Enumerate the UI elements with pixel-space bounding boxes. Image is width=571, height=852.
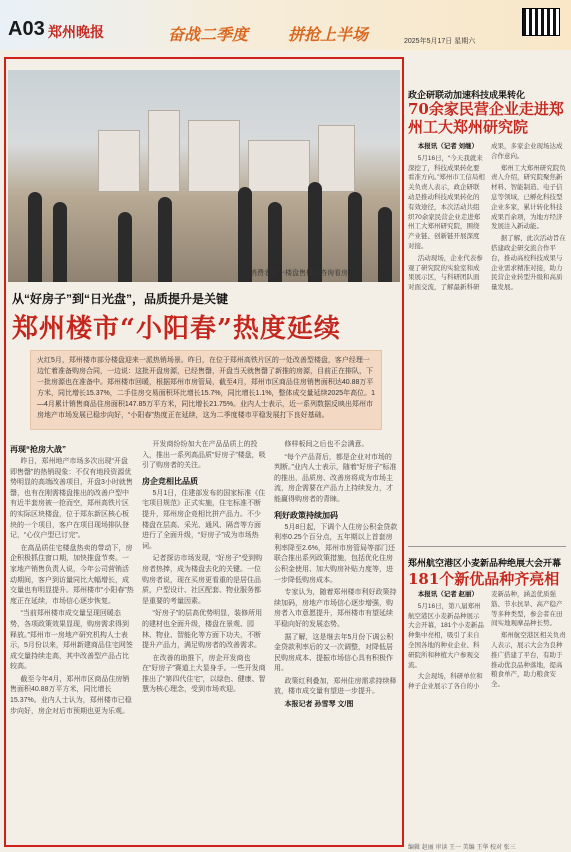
paragraph: 专家认为，随着郑州楼市利好政策持续加码，房地产市场信心逐步增强，购房者入市意愿提升，郑州楼市有望延续平稳向好的发展态势。 (274, 589, 397, 628)
paragraph: 5月1日，住建部发布的国家标准《住宅项目规范》正式实施，住宅标准不断提升，郑州房企竞相比拼产品力。不少楼盘在层高、采光、通风、隔音等方面进行了全面升级，“好房子”成为市场热词。 (142, 489, 266, 550)
side-title: 70余家民营企业走进郑州工大郑州研究院 (408, 100, 564, 136)
paragraph: 昨日，郑州地产市场多次出现“开盘即售罄”的热销现象：不仅有地段资源优势明显的高端改善项目，开盘3小时就售罄，也有在刚需楼盘推出的改善户型中有近半套房被一抢而空，郑州高铁片区的实际区块楼盘，位于郑东新区核心板块的一个项目，客户在项目现场排队登记，“心仪户型已订完”。 (10, 458, 133, 540)
side2-byline: 本报讯（记者 赵丽） (417, 591, 479, 598)
article-lead: 火红5月，郑州楼市部分楼盘迎来一派热销场景。昨日，在位于郑州高铁片区的一处改善型楼盘，客户经理一边忙着准备购房合同，一边说：这批开盘房源，已经售罄，开盘当天就售罄了新推的房源，目前正在排队，下一批房源也在准备中。郑州楼市回暖，根据郑州市房管局，截至4月，郑州市区商品住房销售面积达40.88万平方米，同比增长15.37%，二手住房交易面积环比增长15.7%，同比增长1.1%，整体成交量延续2025年高位。1—4月累计销售商品住房面积147.85万平方米，同比增长21.75%。业内人士表示，近一系列数据反映出郑州市房地产市场发展已稳步向好，“小阳春”热度正在延续，这为二季度楼市平稳发展打下良好基础。 (30, 350, 382, 430)
paragraph: 5月16日，“今天我就来深挖了，科技成果转化要看准方向。”郑州市工信局相关负责人表示，政企研联动是推动科技成果转化的有效途径，本次活动共组织70余家民营企业走进郑州工大郑州研究院，围绕产业链、创新链开展深度对接。 (408, 154, 485, 250)
paragraph: 大会现场，科研单位和种子企业展示了各自的小麦新品种，涵盖优质强筋、节水抗旱、高产稳产等多种类型，参会者在田间实地观摩品种长势。 (408, 591, 563, 691)
article-column-1 (10, 440, 134, 719)
paragraph: 郑州工大郑州研究院负责人介绍，研究院聚焦新材料、智能制造、电子信息等领域，已孵化科技型企业多家，累计转化科技成果百余项，为地方经济发展注入新动能。 (491, 164, 566, 231)
paragraph: 郑州航空港区相关负责人表示，展示大会为良种推广搭建了平台，有助于推动优良品种落地，提高粮食单产，助力粮食安全。 (491, 632, 566, 689)
paragraph: 政策红利叠加，郑州住房需求持续释放，楼市成交量有望进一步提升。 (274, 677, 397, 696)
side-byline: 本报讯（记者 刘继） (417, 143, 479, 150)
side2-body (408, 590, 568, 840)
paragraph: 据了解，此次活动旨在搭建政企研交流合作平台，推动高校科技成果与企业需求精准对接，助力民营企业转型升级和高质量发展。 (491, 235, 566, 292)
article-column-3 (274, 440, 398, 835)
divider (408, 546, 566, 547)
paragraph: 在高品质住宅楼盘热卖的带动下，房企积极抓住窗口期，加快推盘节奏。一家地产销售负责人说，今年公司营销活动期间，客户到访量同比大幅增长，成交量也有明显提升。郑州楼市“小阳春”热度正在延续，市场信心逐步恢复。 (10, 544, 134, 605)
page-header (0, 0, 571, 50)
section-heading: 再现“抢房大战” (10, 445, 66, 454)
paragraph: 开发商纷纷加大在产品品质上的投入，推出一系列高品质“好房子”楼盘，吸引了购房者的关注。 (142, 441, 266, 470)
paragraph: 活动现场，企业代表参观了研究院的实验室和成果展示区，与科研团队面对面交流，了解最新科研成果，多家企业现场达成合作意向。 (408, 143, 563, 292)
side-kicker: 政企研联动加速科技成果转化 (408, 90, 526, 100)
paragraph: 记者探访市场发现，“好房子”受到购房者热捧，成为楼盘去化的关键。一位购房者说，现在买房更看重的是居住品质，户型设计、社区配套、物业服务都是重要的考量因素。 (142, 555, 263, 605)
paragraph: “当前郑州楼市成交量呈现回暖态势，各项政策效果显现，购房需求得到释放。”郑州市一房地产研究机构人士表示，5月份以来，郑州新建商品住宅网签成交量持续走高，其中改善型产品占比较高。 (10, 610, 133, 671)
article-byline: 本报记者 孙雪琴 文/图 (284, 701, 354, 709)
paragraph: 在改善的助推下，房企开发商也在“好房子”赛道上大显身手。一些开发商推出了“第四代住宅”，以绿色、健康、智慧为核心理念，受到市场欢迎。 (142, 654, 266, 694)
section-heading: 房企竞相比品质 (142, 476, 198, 486)
slogan-left: 奋战二季度 (168, 27, 249, 44)
side-body (408, 142, 568, 542)
photo-caption: 消费者在一楼盘售楼部咨询看房 (250, 270, 348, 277)
page-number: A03 (8, 18, 45, 40)
paragraph: 修样板间之后也不会满意。 (284, 441, 369, 448)
paragraph: 5月16日，第八届郑州航空港区小麦新品种展示大会开幕，181个小麦新品种集中亮相，吸引了来自全国各地的种业企业、科研院所和种植大户参观交流。 (408, 602, 484, 669)
article-subtitle: 从“好房子”到“日光盘”，品质提升是关键 (12, 292, 229, 306)
side2-kicker: 郑州航空港区小麦新品种绝展大会开幕 (408, 558, 562, 568)
paragraph: “每个产品背后，都是企业对市场的判断。”业内人士表示，随着“好房子”标准的推出，品质房、改善房将成为市场主流，房企需要在产品力上持续发力，才能赢得购房者的青睐。 (274, 453, 397, 503)
paragraph: “好房子”的层高优势明显，装修所用的建材也全面升级，楼盘在景观、园林、物业、智能化等方面下功夫，不断提升产品力，满足购房者的改善需求。 (142, 610, 263, 650)
page-credits: 编辑 赵丽 审读 王一 美编 王华 校对 张三 (408, 845, 516, 851)
paragraph: 5月8日起，下调个人住房公积金贷款利率0.25个百分点，五年期以上首套房利率降至2.6%，郑州市房管局等部门还联合推出系列政策措施，包括优化住房公积金使用、加大购房补贴力度等，进一步降低购房成本。 (274, 523, 398, 584)
qr-code-icon (522, 8, 560, 36)
side2-title: 181个新优品种齐亮相 (408, 570, 560, 588)
section-heading: 利好政策持续加码 (274, 510, 338, 520)
issue-date: 2025年5月17日 星期六 (404, 38, 476, 45)
paragraph: 截至今年4月，郑州市区商品住房销售面积40.88万平方米，同比增长15.37%。业内人士认为，郑州楼市已稳步向好，房企对后市预期也更为乐观。 (10, 675, 132, 715)
article-photo (8, 70, 400, 282)
paragraph: 据了解，这是继去年5月份下调公积金贷款利率后的又一次调整，对降低居民购房成本、提振市场信心具有积极作用。 (274, 633, 394, 673)
article-title: 郑州楼市“小阳春”热度延续 (12, 314, 341, 344)
slogan-right: 拼抢上半场 (288, 27, 369, 44)
article-column-2 (142, 440, 266, 698)
newspaper-logo: 郑州晚报 (48, 25, 104, 41)
